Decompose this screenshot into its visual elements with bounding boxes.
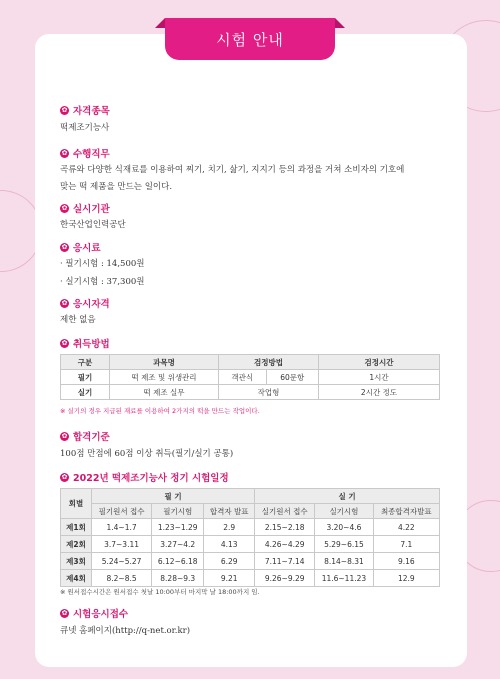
table-cell: 11.6~11.23 [315,570,373,587]
schedule-heading [60,470,229,484]
round-cell: 제4회 [61,570,92,587]
flower-bullet-icon: ✿ [61,431,68,440]
flower-bullet-icon: ✿ [61,472,68,481]
row-method-b: 60문항 [266,370,318,385]
method-table [60,354,440,400]
duties-heading [60,146,110,160]
table-row [61,519,440,536]
duties-line-2: 맞는 떡 제품을 만드는 일이다. [60,182,173,192]
header-round: 회별 [61,489,92,519]
table-cell: 1.23~1.29 [152,519,204,536]
table-cell: 8.28~9.3 [152,570,204,587]
criteria-heading [60,429,110,443]
qualification-text: 떡제조기능사 [60,123,110,133]
header-type: 구분 [61,355,110,370]
criteria-heading-text: 합격기준 [73,432,110,443]
page-title: 시험 안내 [165,18,335,60]
fee-written: · 필기시험 : 14,500원 [60,259,145,269]
schedule-heading-text: 2022년 떡제조기능사 정기 시험일정 [73,473,229,484]
subheader-final-result: 최종합격자발표 [373,504,439,519]
header-written: 필 기 [92,489,255,504]
table-row [61,570,440,587]
table-cell: 2.15~2.18 [255,519,315,536]
flower-bullet-icon: ✿ [61,242,68,251]
duties-heading-text: 수행직무 [73,149,110,160]
table-cell: 8.2~8.5 [92,570,152,587]
method-note: ※ 실기의 경우 지급된 재료를 이용하여 2가지의 떡을 만드는 작업이다. [60,407,260,415]
eligibility-text: 제한 없음 [60,315,96,325]
table-cell: 2.9 [204,519,255,536]
subheader-practical-exam: 실기시험 [315,504,373,519]
table-header-row [61,355,440,370]
apply-heading-text: 시험응시접수 [73,609,129,620]
subheader-written-apply: 필기원서 접수 [92,504,152,519]
table-row [61,385,440,400]
round-cell: 제1회 [61,519,92,536]
duties-line-1: 곡류와 다양한 식재료를 이용하여 찌기, 치기, 삶기, 지지기 등의 과정을 거쳐 소비자의 기호에 [60,165,405,175]
qualification-heading [60,103,110,117]
table-cell: 6.29 [204,553,255,570]
table-cell: 3.20~4.6 [315,519,373,536]
table-row [61,370,440,385]
flower-bullet-icon: ✿ [61,203,68,212]
row-subject: 떡 제조 및 위생관리 [110,370,219,385]
subheader-written-exam: 필기시험 [152,504,204,519]
flower-bullet-icon: ✿ [61,298,68,307]
schedule-table [60,488,440,587]
agency-heading-text: 실시기관 [73,204,110,215]
flower-bullet-icon: ✿ [61,105,68,114]
row-type: 필기 [61,370,110,385]
table-cell: 1.4~1.7 [92,519,152,536]
table-row [61,536,440,553]
table-cell: 5.29~6.15 [315,536,373,553]
apply-link-text: 큐넷 홈페이지(http://q-net.or.kr) [60,626,191,636]
table-cell: 5.24~5.27 [92,553,152,570]
table-cell: 4.26~4.29 [255,536,315,553]
table-cell: 9.26~9.29 [255,570,315,587]
schedule-note: ※ 원서접수시간은 원서접수 첫날 10:00부터 마지막 날 18:00까지 임. [60,588,260,596]
row-method: 작업형 [219,385,319,400]
fee-heading [60,240,101,254]
table-cell: 8.14~8.31 [315,553,373,570]
flower-bullet-icon: ✿ [61,148,68,157]
table-cell: 3.7~3.11 [92,536,152,553]
table-row [61,553,440,570]
row-type: 실기 [61,385,110,400]
table-subheader-row [61,504,440,519]
row-time: 2시간 정도 [319,385,440,400]
table-cell: 9.21 [204,570,255,587]
flower-bullet-icon: ✿ [61,608,68,617]
fee-heading-text: 응시료 [73,243,101,254]
header-time: 검정시간 [319,355,440,370]
row-time: 1시간 [319,370,440,385]
agency-text: 한국산업인력공단 [60,220,126,230]
header-method: 검정방법 [219,355,319,370]
fee-practical: · 실기시험 : 37,300원 [60,277,145,287]
table-cell: 9.16 [373,553,439,570]
eligibility-heading-text: 응시자격 [73,299,110,310]
table-cell: 3.27~4.2 [152,536,204,553]
qualification-heading-text: 자격종목 [73,106,110,117]
method-heading [60,336,110,350]
criteria-text: 100점 만점에 60점 이상 취득(필기/실기 공통) [60,449,234,459]
table-cell: 7.11~7.14 [255,553,315,570]
agency-heading [60,201,110,215]
eligibility-heading [60,296,110,310]
method-heading-text: 취득방법 [73,339,110,350]
row-subject: 떡 제조 실무 [110,385,219,400]
round-cell: 제2회 [61,536,92,553]
flower-bullet-icon: ✿ [61,338,68,347]
table-cell: 4.13 [204,536,255,553]
row-method-a: 객관식 [219,370,267,385]
table-cell: 6.12~6.18 [152,553,204,570]
apply-heading [60,606,128,620]
table-cell: 7.1 [373,536,439,553]
subheader-practical-apply: 실기원서 접수 [255,504,315,519]
round-cell: 제3회 [61,553,92,570]
table-cell: 4.22 [373,519,439,536]
table-header-row [61,489,440,504]
header-practical: 실 기 [255,489,440,504]
subheader-written-result: 합격자 발표 [204,504,255,519]
table-cell: 12.9 [373,570,439,587]
header-subject: 과목명 [110,355,219,370]
